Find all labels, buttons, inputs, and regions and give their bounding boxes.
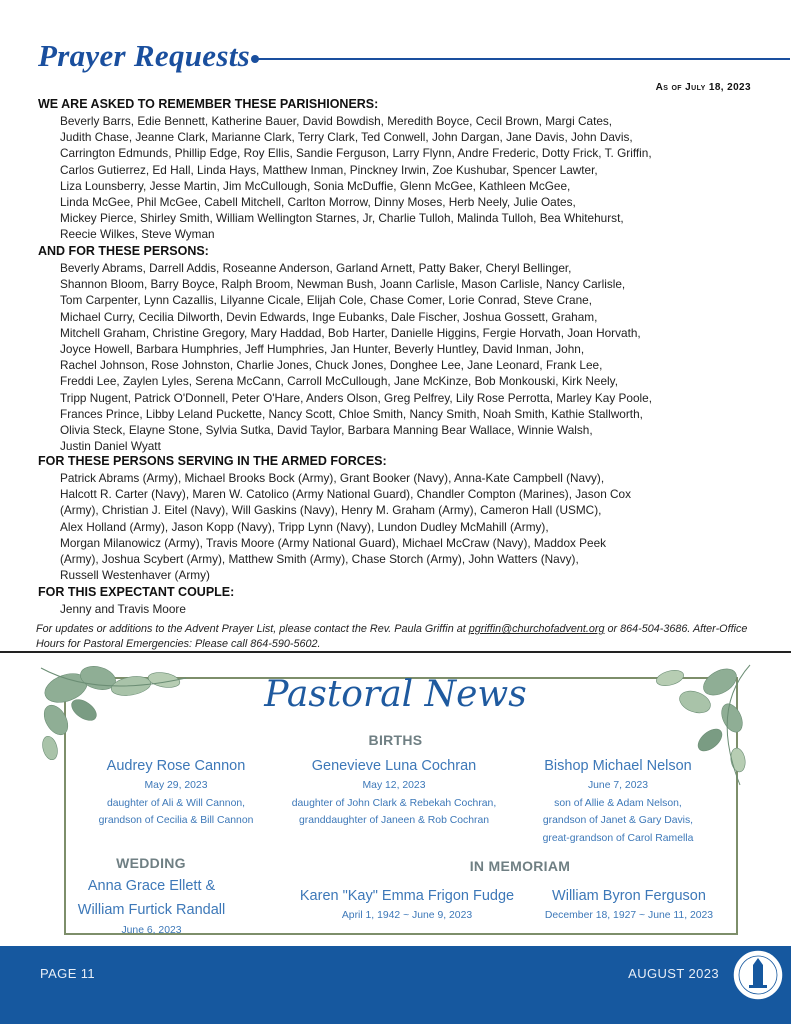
- contact-note: [36, 622, 756, 652]
- birth-parents: daughter of John Clark & Rebekah Cochran,: [291, 797, 497, 809]
- birth-entry: [518, 755, 718, 847]
- wedding-entry: [64, 874, 239, 940]
- wedding-heading: WEDDING: [116, 855, 186, 871]
- wedding-names-line1: Anna Grace Ellett &: [87, 878, 216, 894]
- birth-entry: [76, 755, 276, 830]
- section-expectant-couple: [38, 584, 758, 617]
- birth-grandparents: grandson of Janet & Gary Davis,: [542, 815, 694, 826]
- memoriam-dates: April 1, 1942 ~ June 9, 2023: [341, 910, 473, 921]
- section-heading: FOR THESE PERSONS SERVING IN THE ARMED FORCES:: [38, 454, 387, 468]
- header: [38, 38, 754, 78]
- contact-note-text-end: or 864-504-3686. After-Office Hours for Pastoral Emergencies: Please call 864-590-5602.: [36, 623, 748, 650]
- birth-great-grandparents: great-grandson of Carol Ramella: [542, 832, 694, 844]
- birth-entry: [278, 755, 510, 830]
- birth-date: June 7, 2023: [587, 780, 649, 791]
- memoriam-name: Karen "Kay" Emma Frigon Fudge: [299, 888, 515, 904]
- contact-note-text: For updates or additions to the Advent Prayer List, please contact the Rev. Paula Griffin at: [36, 623, 469, 635]
- birth-name: Audrey Rose Cannon: [106, 758, 246, 774]
- section-names: Jenny and Travis Moore: [60, 602, 186, 616]
- birth-name: Genevieve Luna Cochran: [311, 758, 477, 774]
- page-title: Prayer Requests: [38, 38, 251, 73]
- wedding-names-line2: William Furtick Randall: [77, 902, 226, 918]
- section-heading: WE ARE ASKED TO REMEMBER THESE PARISHIONERS:: [38, 97, 379, 111]
- church-seal-icon: [731, 948, 785, 1002]
- wedding-date: June 6, 2023: [121, 925, 182, 936]
- birth-parents: son of Allie & Adam Nelson,: [554, 797, 682, 809]
- birth-parents: daughter of Ali & Will Cannon,: [106, 797, 246, 809]
- section-divider: [0, 651, 791, 653]
- section-persons: [38, 243, 758, 454]
- memoriam-dates: December 18, 1927 ~ June 11, 2023: [544, 910, 714, 921]
- section-names: Beverly Abrams, Darrell Addis, Roseanne Anderson, Garland Arnett, Patty Baker, Cheryl Bellinger, Shannon Bloom, Barry Boyce, Ralph Broom, Newman Bush, Joann Carlisle, Mason Carlisle, Nancy Carlisle, Tom Carpenter, Lynn Cazallis, Lilyanne Cicale, Elijah Cole, Chase Comer, Lorie Conrad, Steve Crane, Michael Curry, Cecilia Dilworth, Devin Edwards, Inge Eubanks, Dale Fischer, Joshua Gossett, Graham, Mitchell Graham, Christine Gregory, Mary Haddad, Bob Harter, Danielle Higgins, Fergie Horvath, Joan Horvath, Joyce Howell, Barbara Humphries, Jeff Humphries, Jan Hunter, Beverly Huntley, David Inman, John, Rachel Johnson, Rose Johnston, Charlie Jones, Chuck Jones, Donghee Lee, Jane Leonard, Frank Lee, Freddi Lee, Zaylen Lyles, Serena McCann, Carroll McCullough, Jane McKinze, Bob Monkouski, Kirk Neely, Tripp Nugent, Patrick O'Donnell, Peter O'Hare, Anders Olson, Greg Pelfrey, Lily Rose Perrotta, Marley Kay Poole, Frances Prince, Libby Leland Puckette, Nancy Scott, Chloe Smith, Nancy Smith, Noah Smith, Kathie Stallworth, Olivia Steck, Elayne Stone, Sylvia Sutka, David Taylor, Barbara Manning Bear Wallace, Winnie Walsh, Justin Daniel Wyatt: [60, 261, 652, 454]
- section-names: Patrick Abrams (Army), Michael Brooks Bock (Army), Grant Booker (Navy), Anna-Kate Campbell (Navy), Halcott R. Carter (Navy), Maren W. Catolico (Army National Guard), Chandler Compton (Marines), Jason Cox (Army), Christian J. Eitel (Navy), Will Gaskins (Navy), Henry M. Graham (Army), Cameron Hall (USMC), Alex Holland (Army), Jason Kopp (Navy), Tripp Lynn (Navy), Lundon Dudley McMahill (Army), Morgan Milanowicz (Army), Travis Moore (Army National Guard), Michael McCraw (Navy), Maddox Peek (Army), Joshua Scybert (Army), Matthew Smith (Army), Chase Storch (Army), John Watters (Navy), Russell Westenhaver (Army): [60, 471, 632, 583]
- memoriam-name: William Byron Ferguson: [552, 888, 706, 904]
- section-heading: AND FOR THESE PERSONS:: [38, 244, 209, 258]
- contact-email-link[interactable]: pgriffin@churchofadvent.org: [468, 623, 605, 635]
- birth-grandparents: grandson of Cecilia & Bill Cannon: [98, 815, 254, 826]
- births-heading: BIRTHS: [368, 732, 423, 748]
- pastoral-news-title: Pastoral News: [264, 674, 527, 715]
- section-names: Beverly Barrs, Edie Bennett, Katherine Bauer, David Bowdish, Meredith Boyce, Cecil Brown, Margi Cates, Judith Chase, Jeanne Clark, Marianne Clark, Terry Clark, Ted Conwell, John Dargan, Jane Davis, John Davis, Carrington Edmunds, Phillip Edge, Roy Ellis, Sandie Ferguson, Larry Flynn, Andre Frederic, Dotty Frick, T. Griffin, Carlos Gutierrez, Ed Hall, Linda Hays, Matthew Inman, Pinckney Irwin, Zoe Kushubar, Spencer Lawter, Liza Lounsberry, Jesse Martin, Jim McCullough, Sonia McDuffie, Glenn McGee, Kathleen McGee, Linda McGee, Phil McGee, Cabell Mitchell, Carlton Morrow, Dinny Moses, Herb Neely, Julie Oates, Mickey Pierce, Shirley Smith, William Wellington Starnes, Jr, Charlie Tulloh, Malinda Tulloh, Bea Whitehurst, Reecie Wilkes, Steve Wyman: [60, 114, 652, 242]
- memoriam-entry: [526, 885, 732, 925]
- as-of-date: As of July 18, 2023: [655, 82, 751, 93]
- page-footer-bar: [0, 946, 791, 1024]
- section-heading: FOR THIS EXPECTANT COUPLE:: [38, 585, 235, 599]
- memoriam-heading: IN MEMORIAM: [469, 858, 571, 874]
- title-rule: [256, 58, 790, 60]
- birth-name: Bishop Michael Nelson: [544, 758, 692, 774]
- birth-date: May 29, 2023: [144, 780, 208, 791]
- page-number: PAGE 11: [40, 966, 96, 981]
- issue-month: AUGUST 2023: [628, 966, 719, 981]
- section-parishioners: [38, 96, 758, 243]
- section-armed-forces: [38, 453, 758, 583]
- birth-date: May 12, 2023: [362, 780, 426, 791]
- birth-grandparents: granddaughter of Janeen & Rob Cochran: [298, 815, 490, 826]
- memoriam-entry: [292, 885, 522, 925]
